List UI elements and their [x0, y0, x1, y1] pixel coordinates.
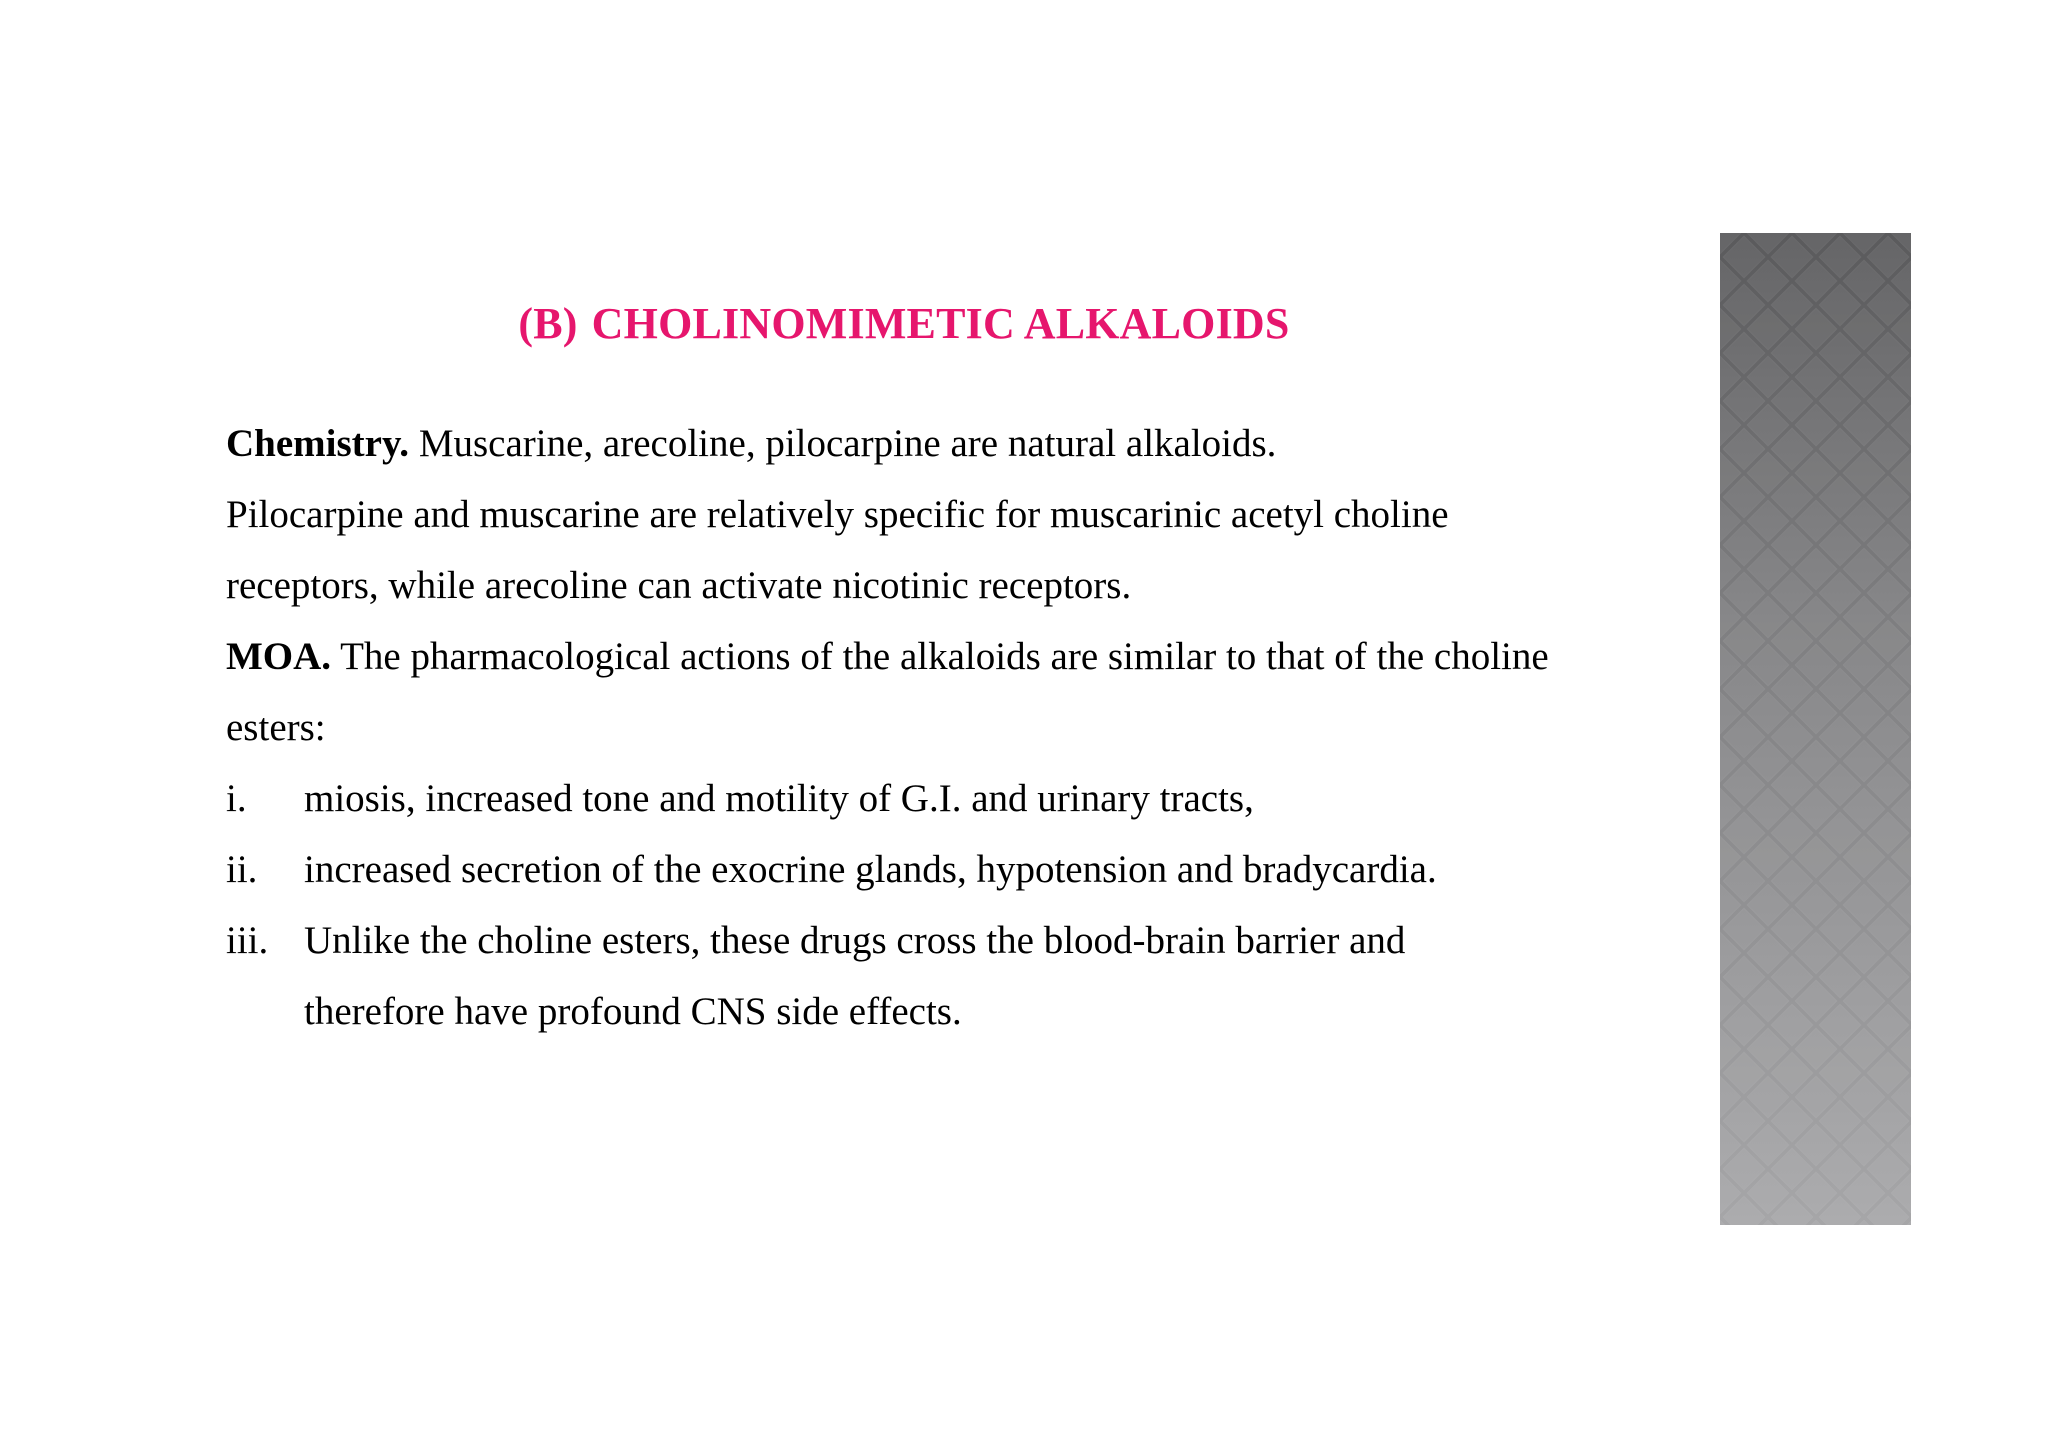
moa-label: MOA. — [226, 635, 332, 678]
moa-line — [226, 621, 1706, 692]
list-continuation-text: therefore have profound CNS side effects. — [304, 990, 962, 1033]
list-item-text: miosis, increased tone and motility of G.I. and urinary tracts, — [304, 777, 1254, 820]
diamond-pattern — [1720, 233, 1911, 1225]
slide-title — [0, 292, 1808, 356]
list-item — [226, 763, 1706, 834]
list-marker: iii. — [226, 919, 269, 962]
title-prefix: (B) — [518, 299, 578, 348]
paragraph-line-2: receptors, while arecoline can activate nicotinic receptors. — [226, 564, 1132, 607]
chemistry-line — [226, 408, 1706, 479]
list-item — [226, 834, 1706, 905]
list-marker: ii. — [226, 848, 258, 891]
decorative-side-bar — [1720, 233, 1911, 1225]
list-item-continuation — [226, 976, 1706, 1047]
list-item-text: Unlike the choline esters, these drugs cross the blood-brain barrier and — [304, 919, 1406, 962]
list-item — [226, 905, 1706, 976]
chemistry-text: Muscarine, arecoline, pilocarpine are natural alkaloids. — [409, 422, 1277, 465]
paragraph-line-1: Pilocarpine and muscarine are relatively specific for muscarinic acetyl choline — [226, 493, 1449, 536]
slide-body — [226, 408, 1706, 1047]
list-item-text: increased secretion of the exocrine glands, hypotension and bradycardia. — [304, 848, 1437, 891]
list-marker: i. — [226, 777, 247, 820]
title-text: CHOLINOMIMETIC ALKALOIDS — [591, 299, 1290, 348]
moa-continued: esters: — [226, 706, 326, 749]
moa-text: The pharmacological actions of the alkaloids are similar to that of the choline — [331, 635, 1549, 678]
chemistry-label: Chemistry. — [226, 422, 410, 465]
